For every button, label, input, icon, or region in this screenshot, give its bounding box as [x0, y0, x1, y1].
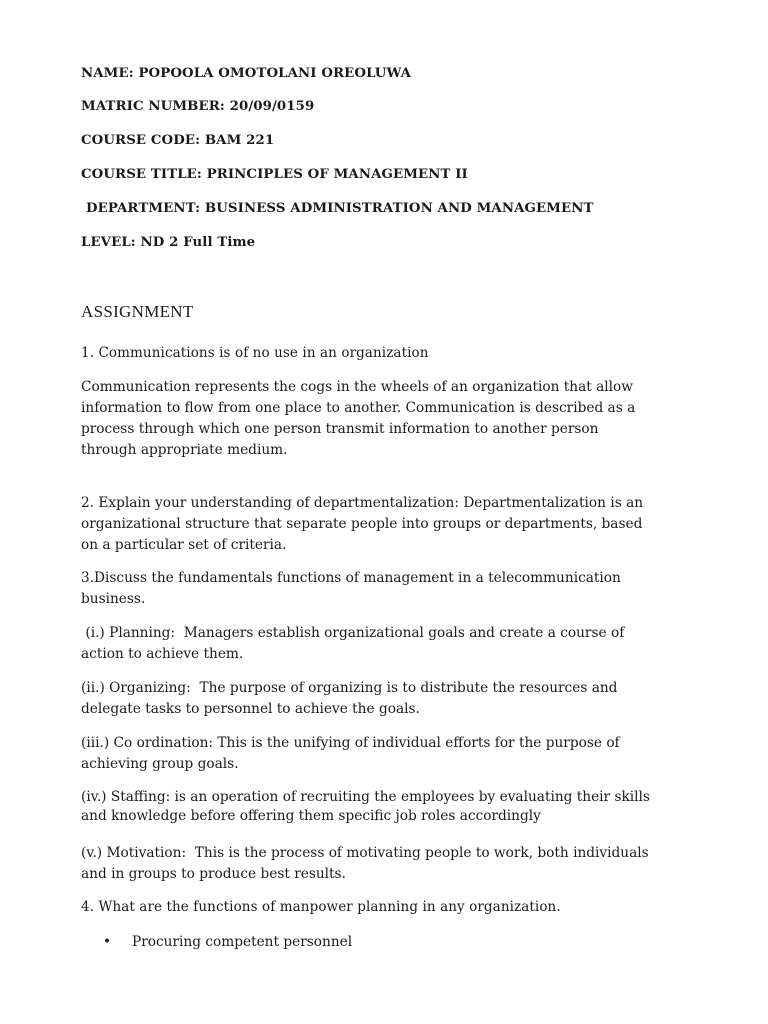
answer-1-line: process through which one person transmit information to another person [81, 421, 599, 437]
function-motivation [81, 843, 691, 885]
question-1: 1. Communications is of no use in an organization [81, 345, 429, 361]
function-staffing [81, 788, 691, 826]
answer-1-line: Communication represents the cogs in the wheels of an organization that allow [81, 379, 633, 395]
question-2 [81, 493, 691, 556]
department: DEPARTMENT: BUSINESS ADMINISTRATION AND MANAGEMENT [86, 201, 594, 216]
function-line: (i.) Planning: Managers establish organizational goals and create a course of [81, 625, 625, 641]
assignment-heading: ASSIGNMENT [81, 302, 194, 321]
function-planning [81, 623, 691, 665]
list-item-text: Procuring competent personnel [132, 934, 353, 950]
matric-number: MATRIC NUMBER: 20/09/0159 [81, 99, 315, 114]
function-line: (iii.) Co ordination: This is the unifying of individual efforts for the purpose of [81, 735, 620, 751]
question-2-line: 2. Explain your understanding of departmentalization: Departmentalization is an [81, 495, 644, 511]
question-3 [81, 568, 691, 610]
function-line: delegate tasks to personnel to achieve the goals. [81, 701, 420, 717]
function-line: and in groups to produce best results. [81, 866, 346, 882]
level: LEVEL: ND 2 Full Time [81, 235, 256, 250]
question-2-line: on a particular set of criteria. [81, 537, 287, 553]
function-coordination [81, 733, 691, 775]
question-3-line: business. [81, 591, 146, 607]
answer-1 [81, 377, 691, 461]
function-line: action to achieve them. [81, 646, 244, 662]
answer-1-line: information to flow from one place to another. Communication is described as a [81, 400, 636, 416]
function-line: (ii.) Organizing: The purpose of organizing is to distribute the resources and [81, 680, 618, 696]
question-2-line: organizational structure that separate people into groups or departments, based [81, 516, 643, 532]
bullet-icon: • [103, 934, 112, 950]
function-line: (iv.) Staffing: is an operation of recruiting the employees by evaluating their skills [81, 789, 650, 805]
student-name: NAME: POPOOLA OMOTOLANI OREOLUWA [81, 66, 412, 81]
course-code: COURSE CODE: BAM 221 [81, 133, 275, 148]
function-line: and knowledge before offering them specific job roles accordingly [81, 808, 541, 824]
list-item [103, 934, 352, 950]
course-title: COURSE TITLE: PRINCIPLES OF MANAGEMENT II [81, 167, 468, 182]
question-3-line: 3.Discuss the fundamentals functions of management in a telecommunication [81, 570, 621, 586]
question-4: 4. What are the functions of manpower planning in any organization. [81, 899, 561, 915]
function-line: (v.) Motivation: This is the process of motivating people to work, both individuals [81, 845, 649, 861]
function-line: achieving group goals. [81, 756, 239, 772]
answer-1-line: through appropriate medium. [81, 442, 288, 458]
function-organizing [81, 678, 691, 720]
